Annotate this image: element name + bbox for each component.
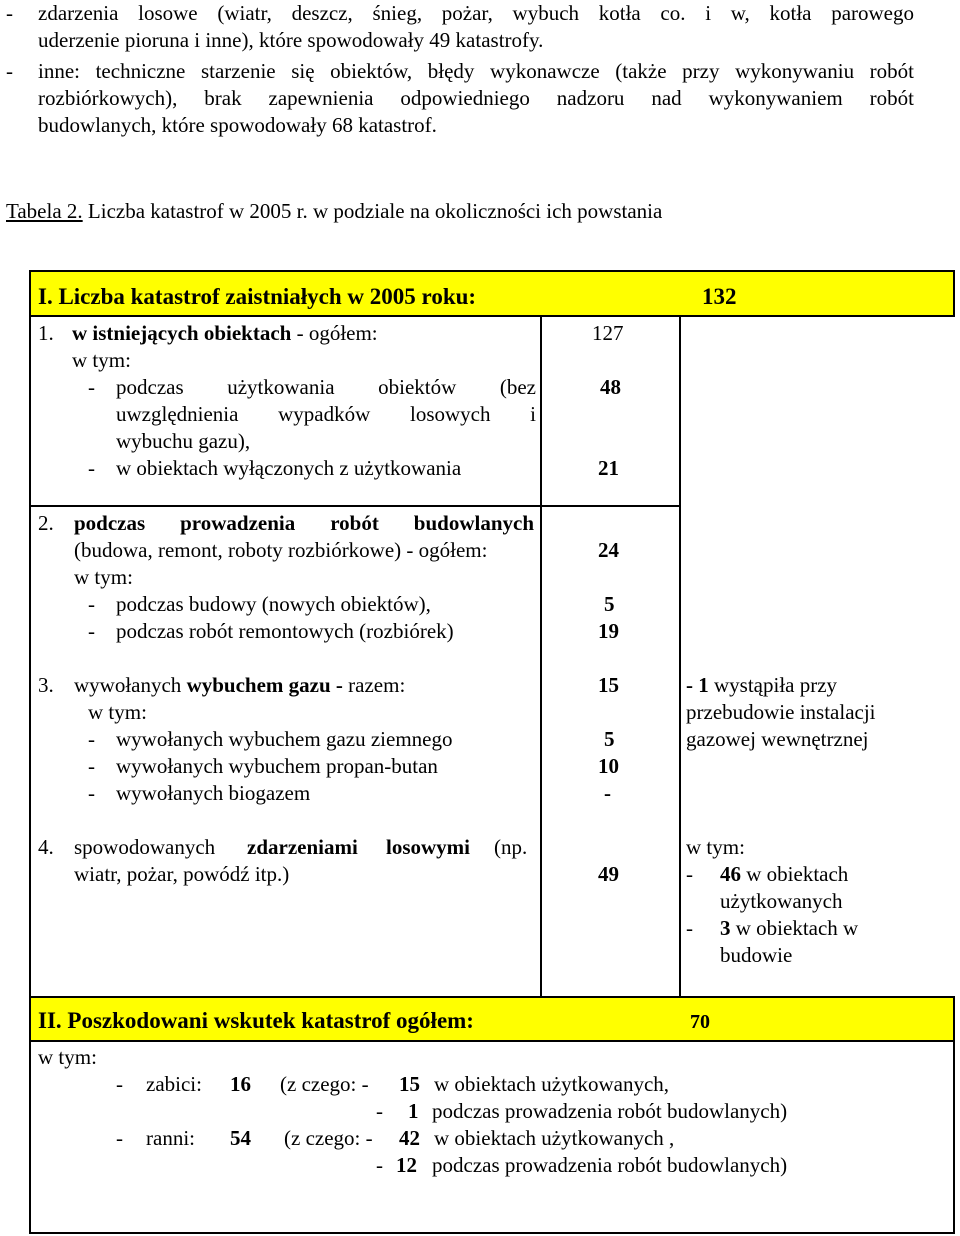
row-heading-post: (np. (494, 835, 528, 859)
injured-b-text: podczas prowadzenia robót budowlanych) (432, 1153, 788, 1177)
value-total: 15 (598, 673, 619, 697)
row-sub2: podczas robót remontowych (rozbiórek) (116, 619, 454, 643)
row-wtym: w tym: (72, 348, 131, 372)
row-heading-bold1: zdarzeniami (247, 835, 358, 859)
section1-total: 132 (702, 284, 737, 309)
row-number: 2. (38, 511, 54, 535)
table-border-top (29, 270, 955, 272)
list-dash: - (88, 781, 95, 805)
intro-item1-line2: uderzenie pioruna i inne), które spowodowały 49 katastrofy. (38, 28, 544, 52)
note-wtym: w tym: (686, 835, 745, 859)
section2-wtym: w tym: (38, 1045, 97, 1069)
injured-count: 54 (230, 1126, 251, 1150)
killed-b-text: podczas prowadzenia robót budowlanych) (432, 1099, 788, 1123)
list-dash: - (88, 754, 95, 778)
value-total: 24 (598, 538, 619, 562)
list-dash: - (88, 619, 95, 643)
note1-line1: 46 w obiektach (720, 862, 849, 886)
row-heading: podczas prowadzenia robót budowlanych (74, 511, 534, 535)
note1-line2: użytkowanych (720, 889, 843, 913)
section1-header-bottom (29, 315, 955, 317)
value-sub1: 5 (604, 592, 615, 616)
list-dash: - (376, 1099, 383, 1123)
row-heading-line2: wiatr, pożar, powódź itp.) (74, 862, 290, 886)
killed-count: 16 (230, 1072, 251, 1096)
killed-label: zabici: (146, 1072, 202, 1096)
note-line1: - 1 wystąpiła przy (686, 673, 838, 697)
injured-a-text: w obiektach użytkowanych , (434, 1126, 675, 1150)
value-sub2: 21 (598, 456, 619, 480)
row-wtym: w tym: (88, 700, 147, 724)
value-total: 49 (598, 862, 619, 886)
note2-line1: 3 w obiektach w (720, 916, 859, 940)
row-sub1-line3: wybuchu gazu), (116, 429, 251, 453)
list-dash: - (686, 862, 693, 886)
killed-a-count: 15 (399, 1072, 420, 1096)
list-dash: - (88, 456, 95, 480)
section2-top (29, 996, 955, 998)
row-heading-pre: spowodowanych (74, 835, 216, 859)
row-number: 3. (38, 673, 54, 697)
injured-b-count: 12 (396, 1153, 417, 1177)
row-sub2: wywołanych wybuchem propan-butan (116, 754, 438, 778)
list-dash: - (116, 1072, 123, 1096)
row-sub3: wywołanych biogazem (116, 781, 311, 805)
column-divider-2 (679, 315, 681, 997)
killed-a-text: w obiektach użytkowanych, (434, 1072, 670, 1096)
table-border-bottom (29, 1232, 955, 1234)
row-sub1: podczas budowy (nowych obiektów), (116, 592, 431, 616)
column-divider-1 (540, 315, 542, 997)
caption-text: Liczba katastrof w 2005 r. w podziale na okoliczności ich powstania (82, 199, 663, 223)
value-sub2: 10 (598, 754, 619, 778)
row-sub2: w obiektach wyłączonych z użytkowania (116, 456, 462, 480)
row-divider-1 (29, 505, 681, 507)
intro-item1-line1: zdarzenia losowe (wiatr, deszcz, śnieg, pożar, wybuch kotła co. i w, kotła parowego (38, 1, 914, 25)
note2-line2: budowie (720, 943, 793, 967)
table-border-left (29, 270, 31, 1234)
row-heading: wywołanych wybuchem gazu - razem: (74, 673, 406, 697)
intro-item2-line2: rozbiórkowych), brak zapewnienia odpowiedniego nadzoru nad wykonywaniem robót (38, 86, 914, 110)
list-dash: - (88, 375, 95, 399)
list-dash: - (88, 727, 95, 751)
section2-header-bottom (29, 1040, 955, 1042)
row-heading-bold2: losowymi (386, 835, 470, 859)
table-border-right-s2 (953, 996, 955, 1234)
row-sub1-line2: uwzględnienia wypadków losowych i (116, 402, 536, 426)
caption-label: Tabela 2. (6, 199, 83, 223)
table-caption (6, 198, 662, 225)
killed-open: (z czego: - (280, 1072, 369, 1096)
row-wtym: w tym: (74, 565, 133, 589)
row-sub1: wywołanych wybuchem gazu ziemnego (116, 727, 453, 751)
value-sub2: 19 (598, 619, 619, 643)
list-dash: - (116, 1126, 123, 1150)
injured-a-count: 42 (399, 1126, 420, 1150)
note-line2: przebudowie instalacji (686, 700, 876, 724)
list-dash: - (6, 59, 13, 83)
row-number: 4. (38, 835, 54, 859)
section2-total: 70 (690, 1011, 710, 1033)
row-number: 1. (38, 321, 54, 345)
injured-open: (z czego: - (284, 1126, 373, 1150)
value-sub1: 48 (600, 375, 621, 399)
table-border-right-s1 (953, 270, 955, 317)
value-sub1: 5 (604, 727, 615, 751)
list-dash: - (376, 1153, 383, 1177)
value-sub3: - (604, 781, 611, 805)
note-line3: gazowej wewnętrznej (686, 727, 869, 751)
injured-label: ranni: (146, 1126, 195, 1150)
section1-title: I. Liczba katastrof zaistniałych w 2005 roku: (38, 284, 477, 309)
list-dash: - (686, 916, 693, 940)
section2-title: II. Poszkodowani wskutek katastrof ogółem: (38, 1008, 474, 1033)
row-sub1-line1: podczas użytkowania obiektów (bez (116, 375, 536, 399)
row-heading: w istniejących obiektach - ogółem: (72, 321, 378, 345)
list-dash: - (88, 592, 95, 616)
intro-item2-line3: budowlanych, które spowodowały 68 katastrof. (38, 113, 437, 137)
killed-b-count: 1 (408, 1099, 419, 1123)
row-heading-line2: (budowa, remont, roboty rozbiórkowe) - ogółem: (74, 538, 488, 562)
value-total: 127 (592, 321, 624, 345)
list-dash: - (6, 1, 13, 25)
intro-item2-line1: inne: techniczne starzenie się obiektów, błędy wykonawcze (także przy wykonywaniu robót (38, 59, 914, 83)
